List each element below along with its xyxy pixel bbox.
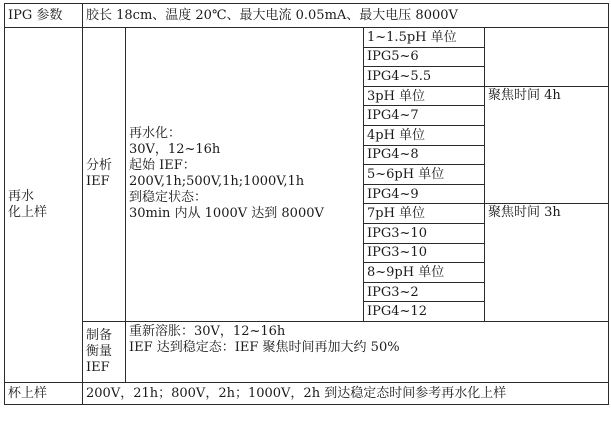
preparative-ief-label: 制备 衡量 IEF [83,321,126,382]
cup-loading-row [5,382,609,404]
focus-time-3h: 聚焦时间 3h [485,204,609,322]
item-row [5,28,609,48]
strip-item: IPG4~5.5 [364,67,485,87]
strip-item: IPG3~2 [364,282,485,302]
strip-item: IPG3~10 [364,243,485,263]
analytical-ief-label: 分析 IEF [83,28,126,322]
strip-item: IPG4~7 [364,106,485,126]
focus-time-4h: 聚焦时间 4h [485,86,609,204]
strip-item: 8~9pH 单位 [364,263,485,283]
cup-loading-label: 杯上样 [5,382,83,404]
cup-loading-value: 200V，21h；800V，2h；1000V，2h 到达稳定态时间参考再水化上样 [83,382,609,404]
ipg-params-value: 胶长 18cm、温度 20℃、最大电流 0.05mA、最大电压 8000V [83,4,609,28]
ipg-parameter-table [4,3,609,405]
strip-item: 3pH 单位 [364,86,485,106]
rehydration-loading-label: 再水 化上样 [5,28,83,383]
strip-item: IPG5~6 [364,47,485,67]
preparative-protocol: 重新溶胀：30V，12~16h IEF 达到稳定态：IEF 聚焦时间再加大约 50% [126,321,609,382]
strip-item: 7pH 单位 [364,204,485,224]
ipg-params-label: IPG 参数 [5,4,83,28]
header-row [5,4,609,28]
focus-time-empty [485,28,609,87]
strip-item: 1~1.5pH 单位 [364,28,485,48]
strip-item: IPG4~8 [364,145,485,165]
preparative-row [5,321,609,382]
strip-item: IPG4~9 [364,184,485,204]
strip-item: IPG3~10 [364,223,485,243]
strip-item: 5~6pH 单位 [364,165,485,185]
strip-item: IPG4~12 [364,302,485,322]
analytical-protocol: 再水化： 30V，12~16h 起始 IEF： 200V,1h;500V,1h;1000V,1h 到稳定状态： 30min 内从 1000V 达到 8000V [126,28,364,322]
strip-item: 4pH 单位 [364,125,485,145]
